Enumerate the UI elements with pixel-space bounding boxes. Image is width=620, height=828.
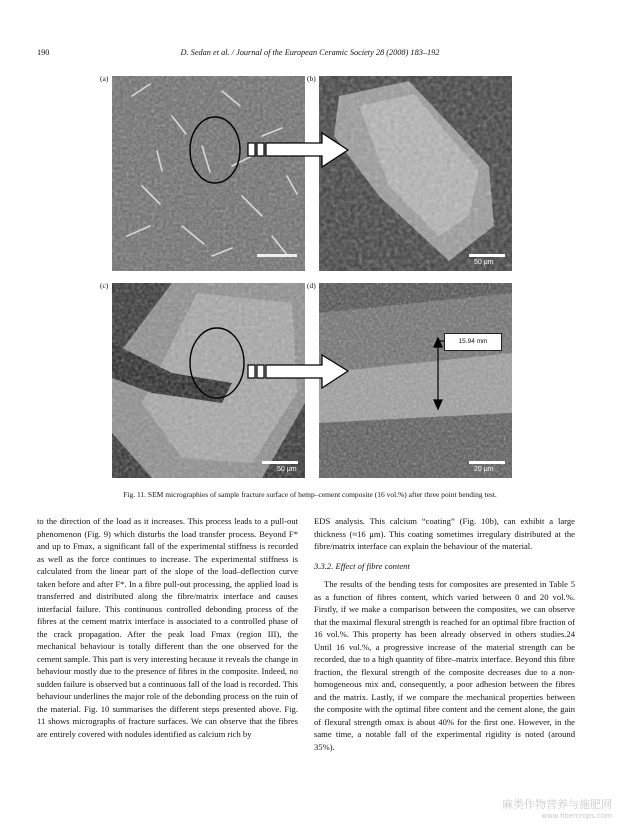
watermark-url: www.fibercrops.com bbox=[541, 812, 612, 820]
sem-micrograph-c bbox=[112, 283, 305, 478]
scale-bar-c: 50 μm bbox=[277, 466, 297, 473]
page-number: 190 bbox=[37, 48, 50, 57]
panel-label-b: (b) bbox=[307, 74, 316, 83]
left-column bbox=[37, 515, 298, 740]
watermark-title: 麻类作物营养与施肥网 bbox=[502, 798, 612, 811]
figure-caption: Fig. 11. SEM micrographies of sample fracture surface of hemp–cement composite (16 vol.%) after three point bending test. bbox=[123, 490, 497, 499]
panel-label-c: (c) bbox=[100, 281, 109, 290]
sem-micrograph-d bbox=[319, 283, 512, 478]
section-heading: 3.3.2. Effect of fibre content bbox=[314, 560, 410, 571]
right-body-paragraph: The results of the bending tests for composites are presented in Table 5 as a function of fibres content, which varied between 0 and 20 vol.%. Firstly, if we make a comparison between the composites, we can observe that the maximal flexural strength is reached for an optimal fibre fraction of 16 vol.%. This property has been already observed in others studies.24 Until 16 vol.%, a progressive increase of the material strength can be recorded, due to a high quantity of fibre–matrix interface. Beyond this fibre fraction, the flexural strength of the composite decreases due to a non-homogeneous mix and, consequently, a poor adhesion between the fibres and the matrix. Lastly, if we compare the mechanical properties between the composite with the optimal fibre content and the cement alone, the gain of flexural strength σmax is about 40% for the first one. However, in the same time, a notable fall of the experimental rigidity is noted (around 35%). bbox=[314, 579, 575, 752]
scale-bar-d: 20 μm bbox=[474, 466, 494, 473]
right-intro-paragraph: EDS analysis. This calcium “coating” (Fig. 10b), can exhibit a large thickness (≈16 μm). This coating sometimes irregulary distributed at the fibre/matrix interface can explain the behaviour of the material. bbox=[314, 516, 575, 551]
panel-label-d: (d) bbox=[307, 281, 316, 290]
right-column bbox=[314, 515, 575, 753]
thickness-measurement-label: 15.94 mm bbox=[444, 333, 502, 351]
sem-micrograph-b bbox=[319, 76, 512, 271]
watermark bbox=[502, 796, 612, 820]
sem-micrograph-a bbox=[112, 76, 305, 271]
left-paragraph: to the direction of the load as it increases. This process leads to a pull-out phenomenon (Fig. 9) which disturbs the load transfer process. Beyond F* and up to Fmax, a significant fall of the experimental stiffness is recorded as well as the force continues to increase. The experimental stiffness is calculated from the linear part of the slope of the load–deflection curve taken before and after F*. In a fibre pull-out processing, the applied load is transferred and distributed along the fibre/matrix interface and causes interfacial failure. This continuous controlled debonding process of the fibres at the cement matrix interface is associated to a controlled phase of the crack propagation. After the peak load Fmax (region III), the mechanical behaviour is totally different than the one observed for the cement sample. This part is very interesting because it reveals the change in behaviour mostly due to the presence of fibres in the composite. Indeed, no sudden failure is observed but a continuous fall of the load is recorded. This behaviour underlines the major role of the debonding process on the ruin of the material. Fig. 10 summarises the different steps presented above. Fig. 11 shows micrographs of fracture surfaces. We can observe that the fibres are entirely covered with nodules identified as calcium rich by bbox=[37, 516, 298, 739]
running-header bbox=[37, 48, 583, 60]
journal-citation: D. Sedan et al. / Journal of the European Ceramic Society 28 (2008) 183–192 bbox=[180, 48, 440, 57]
panel-label-a: (a) bbox=[100, 74, 109, 83]
scale-bar-b: 50 μm bbox=[474, 259, 494, 266]
